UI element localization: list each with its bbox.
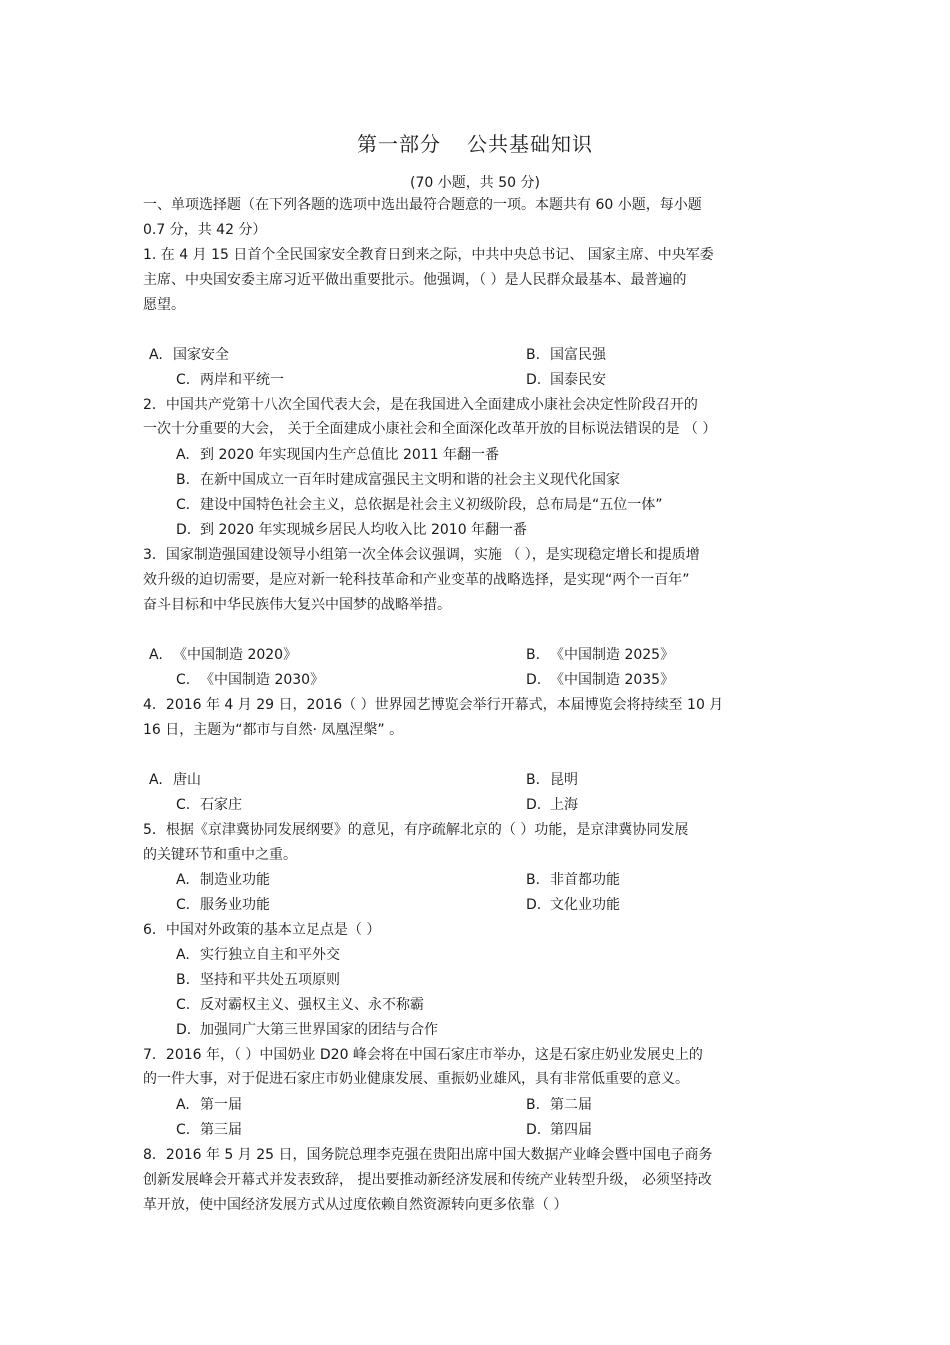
option-b: B. 第二届 [526,1097,592,1113]
option-b: B. 《中国制造 2025》 [526,647,675,663]
option-c: C. 反对霸权主义、强权主义、永不称霸 [176,997,424,1013]
question-text-line: 主席、中央国安委主席习近平做出重要批示。他强调，（ ）是人民群众最基本、最普遍的 [143,272,687,288]
question-text-line: 1. 在 4 月 15 日首个全民国家安全教育日到来之际，中共中央总书记、 国家主席、中央军委 [143,247,714,263]
option-c: C. 石家庄 [176,797,242,813]
option-c: C. 建设中国特色社会主义，总依据是社会主义初级阶段，总布局是“五位一体” [176,497,663,513]
option-d: D. 到 2020 年实现城乡居民人均收入比 2010 年翻一番 [176,522,528,538]
option-b: B. 坚持和平共处五项原则 [176,972,340,988]
question-text-line: 创新发展峰会开幕式并发表致辞， 提出要推动新经济发展和传统产业转型升级， 必须坚持改 [143,1172,712,1188]
option-a: A. 实行独立自主和平外交 [176,947,340,963]
option-c: C. 《中国制造 2030》 [176,672,325,688]
title-part: 第一部分 [357,132,441,156]
option-b: B. 国富民强 [526,347,606,363]
option-b: B. 昆明 [526,772,578,788]
question-text-line: 7．2016 年，（ ）中国奶业 D20 峰会将在中国石家庄市举办，这是石家庄奶业发展史上的 [143,1047,703,1063]
option-a: A. 唐山 [149,772,201,788]
question-text-line: 4．2016 年 4 月 29 日，2016（ ）世界园艺博览会举行开幕式，本届博览会将持续至 10 月 [143,697,724,713]
question-text-line: 奋斗目标和中华民族伟大复兴中国梦的战略举措。 [143,597,451,613]
question-text-line: 16 日，主题为“都市与自然· 凤凰涅槃” 。 [143,722,404,738]
option-a: A. 第一届 [176,1097,242,1113]
title-subject: 公共基础知识 [467,132,593,156]
section-heading-line: 一、单项选择题（在下列各题的选项中选出最符合题意的一项。本题共有 60 小题，每小题 [143,197,702,213]
option-a: A. 国家安全 [149,347,229,363]
option-d: D. 国泰民安 [526,372,606,388]
option-a: A. 制造业功能 [176,872,270,888]
option-a: A. 到 2020 年实现国内生产总值比 2011 年翻一番 [176,447,500,463]
question-text-line: 愿望。 [143,297,185,313]
section-heading-line: 0.7 分，共 42 分） [143,222,267,238]
question-text-line: 8．2016 年 5 月 25 日，国务院总理李克强在贵阳出席中国大数据产业峰会暨中国电子商务 [143,1147,713,1163]
question-text-line: 的关键环节和重中之重。 [143,847,297,863]
option-b: B. 非首都功能 [526,872,620,888]
option-d: D. 加强同广大第三世界国家的团结与合作 [176,1022,438,1038]
question-text-line: 3．国家制造强国建设领导小组第一次全体会议强调，实施 （ ），是实现稳定增长和提质增 [143,547,700,563]
option-c: C. 服务业功能 [176,897,270,913]
option-c: C. 第三届 [176,1122,242,1138]
question-text-line: 效升级的迫切需要，是应对新一轮科技革命和产业变革的战略选择，是实现“两个一百年” [143,572,690,588]
question-text-line: 2．中国共产党第十八次全国代表大会，是在我国进入全面建成小康社会决定性阶段召开的 [143,397,698,413]
page-title [0,128,950,157]
question-text-line: 6．中国对外政策的基本立足点是（ ） [143,922,381,938]
option-d: D. 上海 [526,797,578,813]
question-text-line: 的一件大事，对于促进石家庄市奶业健康发展、重振奶业雄风，具有非常低重要的意义。 [143,1071,689,1087]
option-a: A. 《中国制造 2020》 [149,647,298,663]
question-text-line: 革开放，使中国经济发展方式从过度依赖自然资源转向更多依靠（ ） [143,1197,568,1213]
option-c: C. 两岸和平统一 [176,372,284,388]
option-d: D. 《中国制造 2035》 [526,672,675,688]
option-d: D. 文化业功能 [526,897,620,913]
question-text-line: 5．根据《京津冀协同发展纲要》的意见，有序疏解北京的（ ）功能，是京津冀协同发展 [143,822,689,838]
option-b: B. 在新中国成立一百年时建成富强民主文明和谐的社会主义现代化国家 [176,472,620,488]
question-text-line: 一次十分重要的大会， 关于全面建成小康社会和全面深化改革开放的目标说法错误的是 （ ） [143,421,717,437]
option-d: D. 第四届 [526,1122,592,1138]
page-subtitle: (70 小题，共 50 分) [410,175,540,191]
